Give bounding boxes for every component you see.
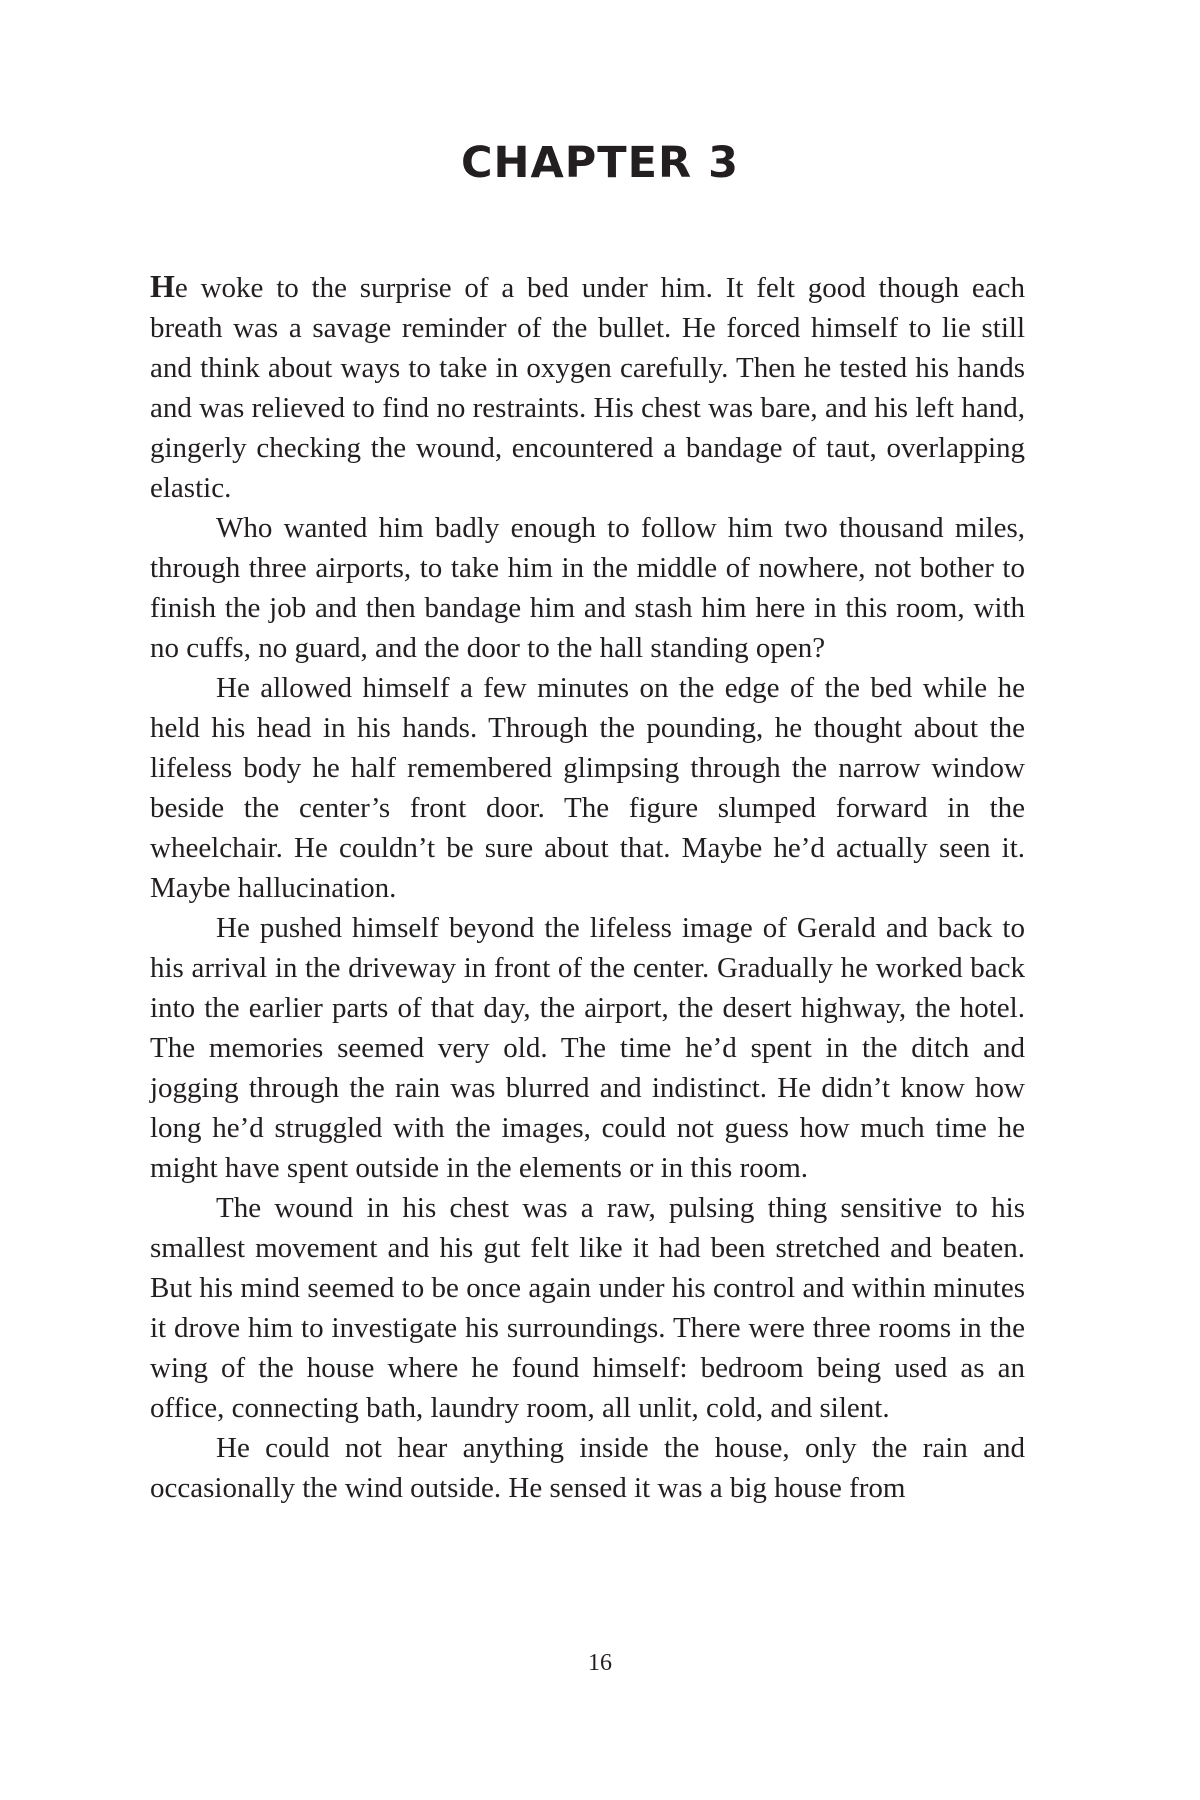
chapter-title: CHAPTER 3 xyxy=(460,138,740,188)
paragraph-1-text: e woke to the surprise of a bed under him. It felt good though each breath was a savage reminder of the bullet. He forced himself to lie still and think about ways to take in oxygen carefully. Then he tested his hands and was relieved to find no restraints. His chest was bare, and his left hand, gingerly checking the wound, encountered a bandage of taut, overlapping elastic. xyxy=(150,272,1025,504)
chapter-body xyxy=(150,266,1025,1508)
paragraph-6: He could not hear anything inside the house, only the rain and occasionally the wind outside. He sensed it was a big house from xyxy=(150,1432,1025,1504)
opening-initial: H xyxy=(150,268,175,304)
paragraph-5: The wound in his chest was a raw, pulsing thing sensitive to his smallest movement and his gut felt like it had been stretched and beaten. But his mind seemed to be once again under his control and within minutes it drove him to investigate his surroundings. There were three rooms in the wing of the house where he found himself: bedroom being used as an office, connecting bath, laundry room, all unlit, cold, and silent. xyxy=(150,1192,1025,1424)
paragraph-4: He pushed himself beyond the lifeless image of Gerald and back to his arrival in the driveway in front of the center. Gradually he worked back into the earlier parts of that day, the airport, the desert highway, the hotel. The memories seemed very old. The time he’d spent in the ditch and jogging through the rain was blurred and indistinct. He didn’t know how long he’d struggled with the images, could not guess how much time he might have spent outside in the elements or in this room. xyxy=(150,912,1025,1184)
paragraph-2: Who wanted him badly enough to follow him two thousand miles, through three airports, to take him in the middle of nowhere, not bother to finish the job and then bandage him and stash him here in this room, with no cuffs, no guard, and the door to the hall standing open? xyxy=(150,512,1025,664)
paragraph-3: He allowed himself a few minutes on the edge of the bed while he held his head in his hands. Through the pounding, he thought about the lifeless body he half remembered glimpsing through the narrow window beside the center’s front door. The figure slumped forward in the wheelchair. He couldn’t be sure about that. Maybe he’d actually seen it. Maybe hallucination. xyxy=(150,672,1025,904)
page-number: 16 xyxy=(588,1650,612,1676)
paragraph-1 xyxy=(150,266,1025,508)
